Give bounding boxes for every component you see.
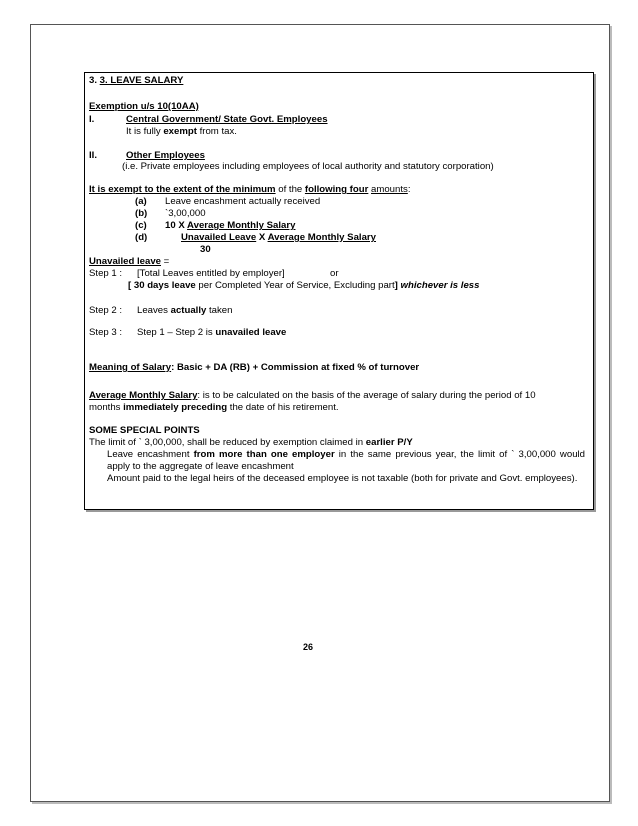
special-limit-line (89, 437, 413, 449)
step2-text (137, 305, 232, 317)
unavailed-leave-label: Unavailed leave (89, 256, 161, 267)
step3-bold: unavailed leave (215, 327, 287, 338)
minimum-line-p3: following four (304, 184, 369, 195)
step2-pre: Leaves (137, 305, 171, 316)
amount-c-bold: Average Monthly Salary (187, 220, 296, 231)
page-number: 26 (303, 642, 314, 652)
step1-or: or (330, 268, 339, 279)
minimum-line (89, 184, 410, 196)
step1-label: Step 1 : (89, 268, 123, 279)
section-title-text: 3. LEAVE SALARY (99, 75, 184, 86)
special-p1-pre: Leave encashment (107, 449, 194, 460)
amount-d-mid: X (256, 232, 268, 243)
item1-title: Central Government/ State Govt. Employees (126, 114, 328, 125)
item2-desc: (i.e. Private employees including employees of local authority and statutory corporation) (122, 161, 494, 172)
average-text2-bold: immediately preceding (123, 402, 228, 413)
special-limit-pre: The limit of ` 3,00,000, shall be reduced by exemption claimed in (89, 437, 366, 448)
minimum-line-p4: amounts (371, 184, 408, 195)
average-line1 (89, 390, 536, 402)
special-point-1 (107, 449, 585, 473)
amount-d-denominator: 30 (200, 244, 211, 255)
average-text1: : is to be calculated on the basis of the average of salary during the period of 10 (197, 390, 536, 401)
average-line2 (89, 402, 339, 414)
amount-d-label: (d) (135, 232, 148, 243)
average-label: Average Monthly Salary (89, 390, 198, 401)
amount-c-label: (c) (135, 220, 147, 231)
item2-title: Other Employees (126, 150, 205, 161)
amount-a-label: (a) (135, 196, 147, 207)
item2-number: II. (89, 150, 97, 161)
special-points-heading: SOME SPECIAL POINTS (89, 425, 200, 436)
exemption-heading: Exemption u/s 10(10AA) (89, 101, 199, 112)
amount-d-bold: Average Monthly Salary (267, 232, 376, 243)
special-point-2: Amount paid to the legal heirs of the deceased employee is not taxable (both for private and Govt. employees). (107, 473, 578, 484)
item1-pre: It is fully (126, 126, 164, 137)
average-text2-pre: months (89, 402, 124, 413)
meaning-of-salary (89, 362, 419, 374)
amount-d-text (181, 232, 376, 244)
meaning-rest: : Basic + DA (RB) + Commission at fixed % of turnover (171, 362, 420, 373)
special-p1-post: in the same previous year, the limit of ` 3,00,000 would apply to the aggregate of leave encashment (107, 449, 586, 472)
step2-label: Step 2 : (89, 305, 123, 316)
unavailed-leave-eq: = (161, 256, 170, 267)
minimum-line-p1: It is exempt to the extent of the minimum (89, 184, 276, 195)
meaning-label: Meaning of Salary (89, 362, 172, 373)
minimum-line-p5: : (407, 184, 411, 195)
step1-line2-bold-italic: whichever is less (397, 280, 480, 291)
step3-text (137, 327, 286, 339)
amount-a-text: Leave encashment actually received (165, 196, 321, 207)
unavailed-leave-line (89, 256, 169, 268)
step1-line2-close: ] (394, 280, 398, 291)
amount-c-pre: 10 X (165, 220, 188, 231)
average-text2-post: the date of his retirement. (227, 402, 339, 413)
step1-line2 (128, 280, 479, 292)
amount-b-text: `3,00,000 (165, 208, 206, 219)
item1-post: from tax. (196, 126, 237, 137)
step2-post: taken (206, 305, 233, 316)
amount-b-label: (b) (135, 208, 148, 219)
amount-c-text (165, 220, 295, 232)
item1-text (126, 126, 237, 138)
section-title: 3. 3. LEAVE SALARY (89, 75, 184, 86)
amount-d-numerator: Unavailed Leave (181, 232, 257, 243)
special-p1-bold: from more than one employer (193, 449, 335, 460)
step1-line1: [Total Leaves entitled by employer] (137, 268, 285, 279)
step3-label: Step 3 : (89, 327, 123, 338)
step3-pre: Step 1 – Step 2 is (137, 327, 216, 338)
minimum-line-p2: of the (275, 184, 305, 195)
item1-number: I. (89, 114, 95, 125)
special-limit-bold: earlier P/Y (365, 437, 413, 448)
step2-bold: actually (170, 305, 207, 316)
item1-bold: exempt (163, 126, 197, 137)
step1-line2-bold: [ 30 days leave (128, 280, 196, 291)
step1-line2-normal: per Completed Year of Service, Excluding part (195, 280, 395, 291)
